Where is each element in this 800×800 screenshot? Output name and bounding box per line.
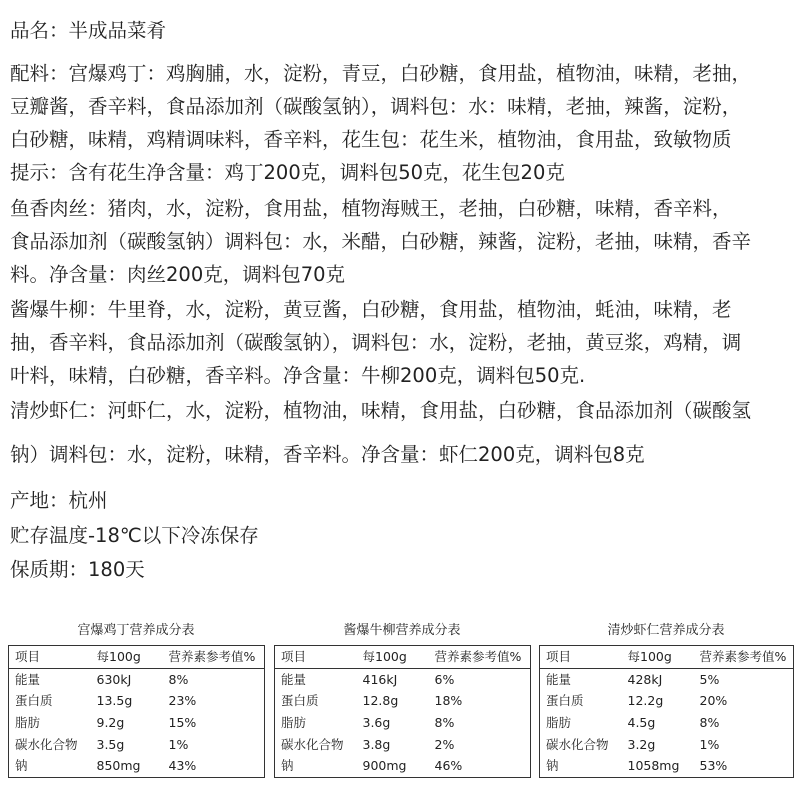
row-nrv: 15% xyxy=(168,715,197,731)
row-value: 900mg xyxy=(362,758,407,774)
origin: 产地：杭州 xyxy=(10,489,108,512)
kungpao-ingredients-line-2: 豆瓣酱，香辛料，食品添加剂（碳酸氢钠），调料包：水：味精，老抽，辣酱，淀粉， xyxy=(10,95,742,118)
row-label: 脂肪 xyxy=(15,715,41,731)
row-nrv: 18% xyxy=(434,693,463,709)
nutrition-table-beef xyxy=(274,645,531,778)
header-nrv: 营养素参考值% xyxy=(429,646,531,669)
header-per-100g: 每100g xyxy=(91,646,163,669)
table-row xyxy=(275,712,531,734)
table-header-row xyxy=(9,646,265,669)
beef-ingredients-line-3: 叶料，味精，白砂糖，香辛料。净含量：牛柳200克，调料包50克. xyxy=(10,364,586,387)
storage-temperature: 贮存温度-18℃以下冷冻保存 xyxy=(10,524,259,547)
table-row xyxy=(9,668,265,690)
table-row xyxy=(275,733,531,755)
row-label: 碳水化合物 xyxy=(281,736,344,752)
table-row xyxy=(9,733,265,755)
table-row xyxy=(540,755,794,777)
row-value: 4.5g xyxy=(627,715,656,731)
header-per-100g: 每100g xyxy=(622,646,694,669)
row-value: 13.5g xyxy=(96,693,133,709)
table-row xyxy=(9,690,265,712)
nutrition-table-kungpao xyxy=(8,645,265,778)
table-row xyxy=(275,668,531,690)
table-row xyxy=(540,690,794,712)
table-title-beef: 酱爆牛柳营养成分表 xyxy=(343,623,461,638)
header-per-100g: 每100g xyxy=(357,646,429,669)
row-value: 3.6g xyxy=(362,715,391,731)
shrimp-ingredients-line-1: 清炒虾仁：河虾仁，水，淀粉，植物油，味精，食用盐，白砂糖，食品添加剂（碳酸氢 xyxy=(10,399,752,422)
table-header-row xyxy=(540,646,794,669)
table-row xyxy=(9,755,265,777)
row-value: 3.2g xyxy=(627,736,656,752)
yuxiang-ingredients-line-2: 食品添加剂（碳酸氢钠）调料包：水，米醋，白砂糖，辣酱，淀粉，老抽，味精，香辛 xyxy=(10,230,752,253)
row-value: 12.2g xyxy=(627,693,664,709)
row-label: 能量 xyxy=(281,671,307,687)
shrimp-ingredients-line-2: 钠）调料包：水，淀粉，味精，香辛料。净含量：虾仁200克，调料包8克 xyxy=(10,443,645,466)
table-row xyxy=(275,755,531,777)
row-value: 630kJ xyxy=(96,671,132,687)
row-value: 1058mg xyxy=(627,758,680,774)
row-value: 12.8g xyxy=(362,693,399,709)
row-label: 脂肪 xyxy=(546,715,572,731)
row-label: 蛋白质 xyxy=(546,693,584,709)
table-row xyxy=(540,668,794,690)
row-label: 蛋白质 xyxy=(281,693,319,709)
row-nrv: 1% xyxy=(699,736,720,752)
row-nrv: 8% xyxy=(168,671,189,687)
row-label: 能量 xyxy=(15,671,41,687)
row-value: 850mg xyxy=(96,758,141,774)
table-row xyxy=(540,733,794,755)
table-title-kungpao: 宫爆鸡丁营养成分表 xyxy=(77,623,195,638)
row-nrv: 8% xyxy=(699,715,720,731)
nutrition-table-shrimp xyxy=(539,645,794,778)
table-row xyxy=(540,712,794,734)
kungpao-ingredients-line-1: 配料：宫爆鸡丁：鸡胸脯，水，淀粉，青豆，白砂糖，食用盐，植物油，味精，老抽， xyxy=(10,62,752,85)
beef-ingredients-line-2: 抽，香辛料，食品添加剂（碳酸氢钠），调料包：水，淀粉，老抽，黄豆浆，鸡精，调 xyxy=(10,331,742,354)
row-nrv: 2% xyxy=(434,736,455,752)
table-title-shrimp: 清炒虾仁营养成分表 xyxy=(607,623,725,638)
row-label: 钠 xyxy=(281,758,294,774)
beef-ingredients-line-1: 酱爆牛柳：牛里脊，水，淀粉，黄豆酱，白砂糖，食用盐，植物油，蚝油，味精，老 xyxy=(10,298,732,321)
row-value: 3.5g xyxy=(96,736,125,752)
row-nrv: 23% xyxy=(168,693,197,709)
shelf-life: 保质期：180天 xyxy=(10,558,145,581)
header-nrv: 营养素参考值% xyxy=(694,646,794,669)
row-label: 脂肪 xyxy=(281,715,307,731)
row-nrv: 43% xyxy=(168,758,197,774)
row-value: 428kJ xyxy=(627,671,663,687)
row-nrv: 46% xyxy=(434,758,463,774)
row-value: 3.8g xyxy=(362,736,391,752)
kungpao-ingredients-line-3: 白砂糖，味精，鸡精调味料，香辛料，花生包：花生米，植物油，食用盐，致敏物质 xyxy=(10,128,732,151)
row-nrv: 6% xyxy=(434,671,455,687)
table-row xyxy=(275,690,531,712)
header-item: 项目 xyxy=(540,646,622,669)
row-value: 416kJ xyxy=(362,671,398,687)
header-nrv: 营养素参考值% xyxy=(163,646,265,669)
row-nrv: 1% xyxy=(168,736,189,752)
product-name: 品名：半成品菜肴 xyxy=(10,19,167,42)
row-nrv: 20% xyxy=(699,693,728,709)
row-label: 钠 xyxy=(546,758,559,774)
row-label: 能量 xyxy=(546,671,572,687)
yuxiang-ingredients-line-3: 料。净含量：肉丝200克，调料包70克 xyxy=(10,263,346,286)
row-label: 碳水化合物 xyxy=(546,736,609,752)
row-nrv: 5% xyxy=(699,671,720,687)
header-item: 项目 xyxy=(9,646,91,669)
row-label: 碳水化合物 xyxy=(15,736,78,752)
row-value: 9.2g xyxy=(96,715,125,731)
row-nrv: 53% xyxy=(699,758,728,774)
header-item: 项目 xyxy=(275,646,357,669)
yuxiang-ingredients-line-1: 鱼香肉丝：猪肉，水，淀粉，食用盐，植物海贼王，老抽，白砂糖，味精，香辛料， xyxy=(10,197,732,220)
row-label: 钠 xyxy=(15,758,28,774)
table-row xyxy=(9,712,265,734)
row-nrv: 8% xyxy=(434,715,455,731)
kungpao-ingredients-line-4: 提示：含有花生净含量：鸡丁200克，调料包50克，花生包20克 xyxy=(10,161,565,184)
table-header-row xyxy=(275,646,531,669)
row-label: 蛋白质 xyxy=(15,693,53,709)
